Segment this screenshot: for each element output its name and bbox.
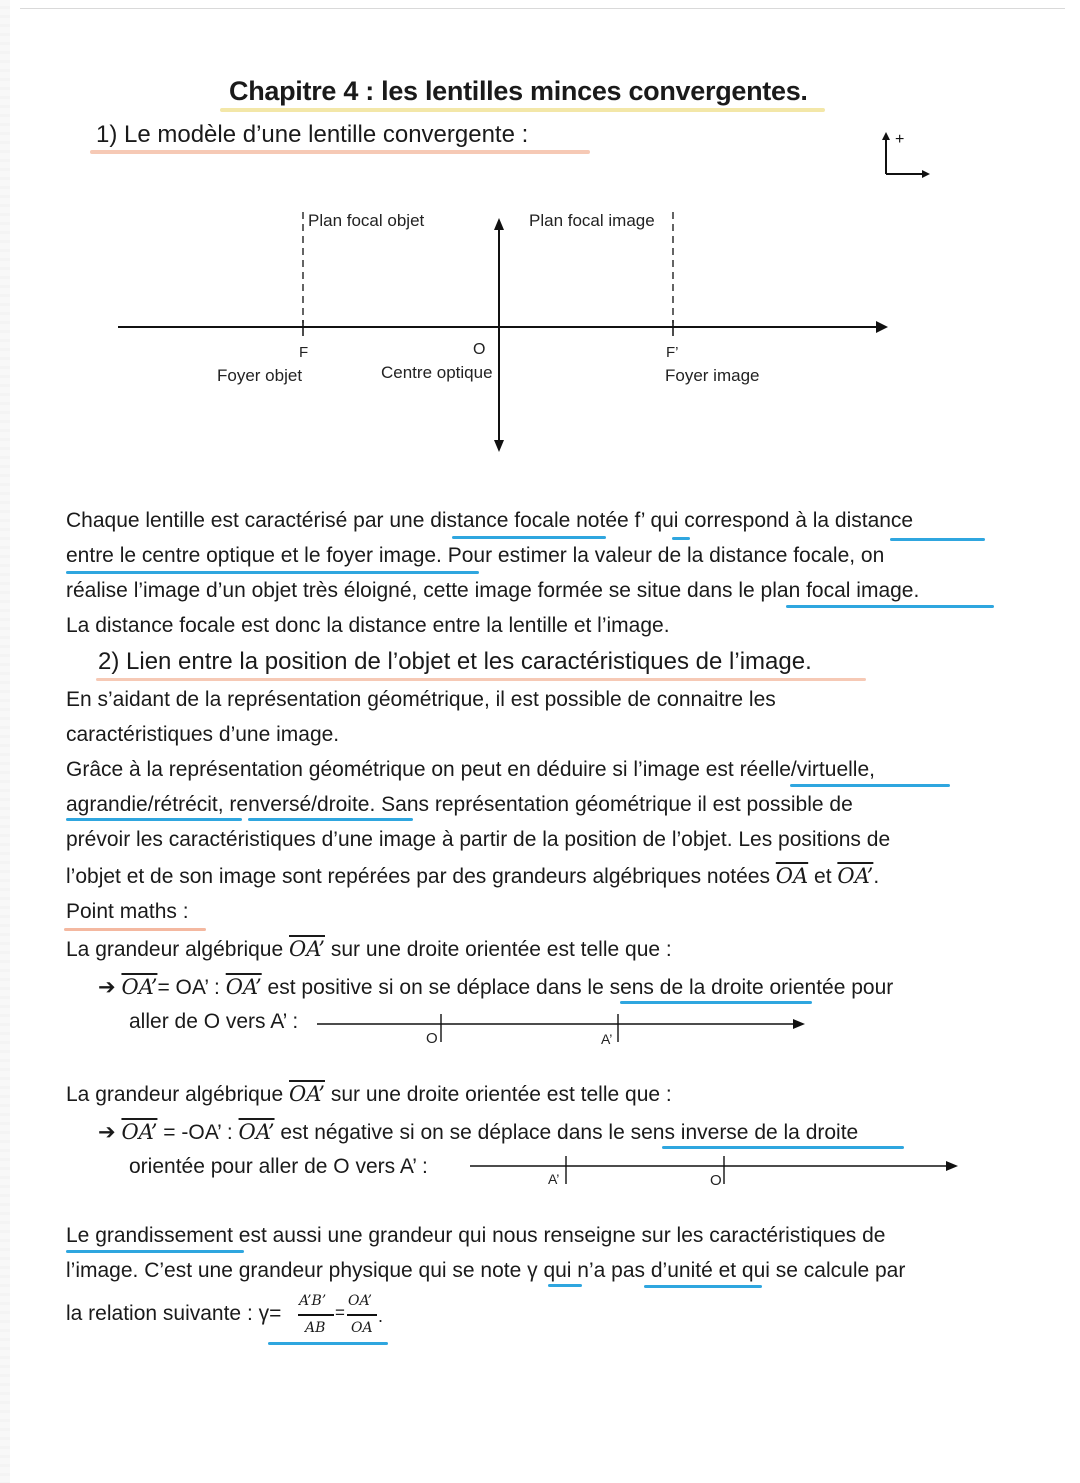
axis2-label-a-prime: A’ bbox=[548, 1171, 560, 1187]
paragraph-line: agrandie/rétrécit, renversé/droite. Sans représentation géométrique il est possible de bbox=[66, 793, 853, 816]
lens-diagram bbox=[110, 200, 900, 465]
frac1-numerator: A’B’ bbox=[299, 1293, 327, 1309]
orientation-plus: + bbox=[895, 131, 905, 148]
label-centre-optique: Centre optique bbox=[381, 363, 493, 382]
paragraph-line-positions: l’objet et de son image sont repérées par des grandeurs algébriques notées $\overline{OA}$ et OA’. bbox=[66, 864, 880, 888]
underline-centre-foyer bbox=[66, 571, 479, 574]
paragraph-line: Chaque lentille est caractérisé par une distance focale notée f’ qui correspond à la distance bbox=[66, 509, 914, 532]
underline-point-maths bbox=[64, 928, 206, 931]
section1-highlight bbox=[90, 150, 590, 154]
section2-heading: 2) Lien entre la position de l’objet et les caractéristiques de l’image. bbox=[98, 648, 812, 675]
title-highlight bbox=[220, 108, 825, 112]
block2-equation: ➔ OA’ = -OA’ : OA’ est négative si on se déplace dans le sens inverse de la droite bbox=[98, 1120, 859, 1144]
underline-pas-unite bbox=[644, 1285, 762, 1288]
underline-renverse bbox=[248, 818, 413, 821]
lens-arrow-top bbox=[494, 218, 504, 230]
label-plan-focal-image: Plan focal image bbox=[529, 211, 655, 230]
underline-reelle-virtuelle bbox=[790, 784, 950, 787]
relation-text: la relation suivante : γ= bbox=[66, 1302, 282, 1325]
underline-f-prime bbox=[672, 537, 690, 540]
block2-intro: La grandeur algébrique OA’ sur une droite orientée est telle que : bbox=[66, 1082, 672, 1106]
paragraph-line: réalise l’image d’un objet très éloigné, cette image formée se situe dans le plan focal image. bbox=[66, 579, 920, 602]
underline-plan-focal-image bbox=[786, 605, 994, 608]
axis1-label-o: O bbox=[426, 1030, 438, 1047]
section2-highlight bbox=[96, 678, 866, 681]
oa-prime-vector: OA’ bbox=[837, 864, 874, 888]
axis-positive-example bbox=[315, 1008, 815, 1048]
label-foyer-objet: Foyer objet bbox=[217, 366, 303, 385]
axis1-label-a-prime: A’ bbox=[601, 1031, 613, 1047]
section1-heading: 1) Le modèle d’une lentille convergente : bbox=[96, 121, 529, 148]
frac2-denominator: OA bbox=[351, 1320, 373, 1336]
optical-axis-arrow bbox=[876, 321, 888, 333]
block1-equation: ➔ OA’= OA’ : OA’ est positive si on se déplace dans le sens de la droite orientée pour bbox=[98, 975, 894, 999]
underline-sens-inverse bbox=[662, 1146, 904, 1149]
underline-distance bbox=[890, 538, 985, 541]
equals-sign: = bbox=[335, 1303, 345, 1322]
underline-grandissement bbox=[66, 1250, 244, 1253]
paragraph-line: Grâce à la représentation géométrique on peut en déduire si l’image est réelle/virtuelle, bbox=[66, 758, 875, 781]
paragraph-line: entre le centre optique et le foyer image. Pour estimer la valeur de la distance focale, on bbox=[66, 544, 885, 567]
lens-arrow-bottom bbox=[494, 440, 504, 452]
label-plan-focal-objet: Plan focal objet bbox=[308, 211, 425, 230]
underline-relation bbox=[268, 1342, 388, 1345]
frac1-bar bbox=[298, 1314, 334, 1316]
arrow-right-icon: ➔ bbox=[98, 1121, 116, 1144]
grandissement-line: l’image. C’est une grandeur physique qui se note γ qui n’a pas d’unité et qui se calcule par bbox=[66, 1259, 906, 1282]
frac1-denominator: AB bbox=[305, 1320, 326, 1336]
paragraph-line: La distance focale est donc la distance entre la lentille et l’image. bbox=[66, 614, 670, 637]
axis2-label-o: O bbox=[710, 1172, 722, 1189]
frac2-numerator: OA’ bbox=[348, 1293, 372, 1309]
label-point-o: O bbox=[473, 341, 486, 358]
paragraph-line: prévoir les caractéristiques d’une image à partir de la position de l’objet. Les positions de bbox=[66, 828, 891, 851]
point-maths: Point maths : bbox=[66, 900, 189, 923]
block1-intro: La grandeur algébrique OA’ sur une droite orientée est telle que : bbox=[66, 937, 672, 961]
end-dot: . bbox=[378, 1306, 384, 1326]
underline-distance-focale bbox=[452, 536, 606, 539]
underline-agrandie bbox=[66, 818, 242, 821]
oa-vector: $\overline{OA}$ bbox=[775, 864, 809, 888]
orientation-axes-icon bbox=[876, 126, 936, 182]
paragraph-line: caractéristiques d’une image. bbox=[66, 723, 340, 746]
page-edge bbox=[0, 0, 10, 1483]
label-point-f-prime: F’ bbox=[666, 344, 679, 361]
chapter-title: Chapitre 4 : les lentilles minces convergentes. bbox=[229, 76, 808, 106]
underline-sens-droite bbox=[620, 1001, 812, 1004]
paragraph-line: En s’aidant de la représentation géométrique, il est possible de connaitre les bbox=[66, 688, 776, 711]
label-point-f: F bbox=[299, 344, 309, 361]
page-top-border bbox=[20, 8, 1065, 9]
block2-line2: orientée pour aller de O vers A’ : bbox=[129, 1155, 428, 1178]
label-foyer-image: Foyer image bbox=[665, 366, 760, 385]
frac2-bar bbox=[347, 1314, 377, 1316]
arrow-right-icon: ➔ bbox=[98, 976, 116, 999]
axis-negative-example bbox=[468, 1152, 968, 1192]
underline-gamma bbox=[548, 1284, 582, 1287]
block1-line2: aller de O vers A’ : bbox=[129, 1010, 299, 1033]
grandissement-line: Le grandissement est aussi une grandeur qui nous renseigne sur les caractéristiques de bbox=[66, 1224, 886, 1247]
